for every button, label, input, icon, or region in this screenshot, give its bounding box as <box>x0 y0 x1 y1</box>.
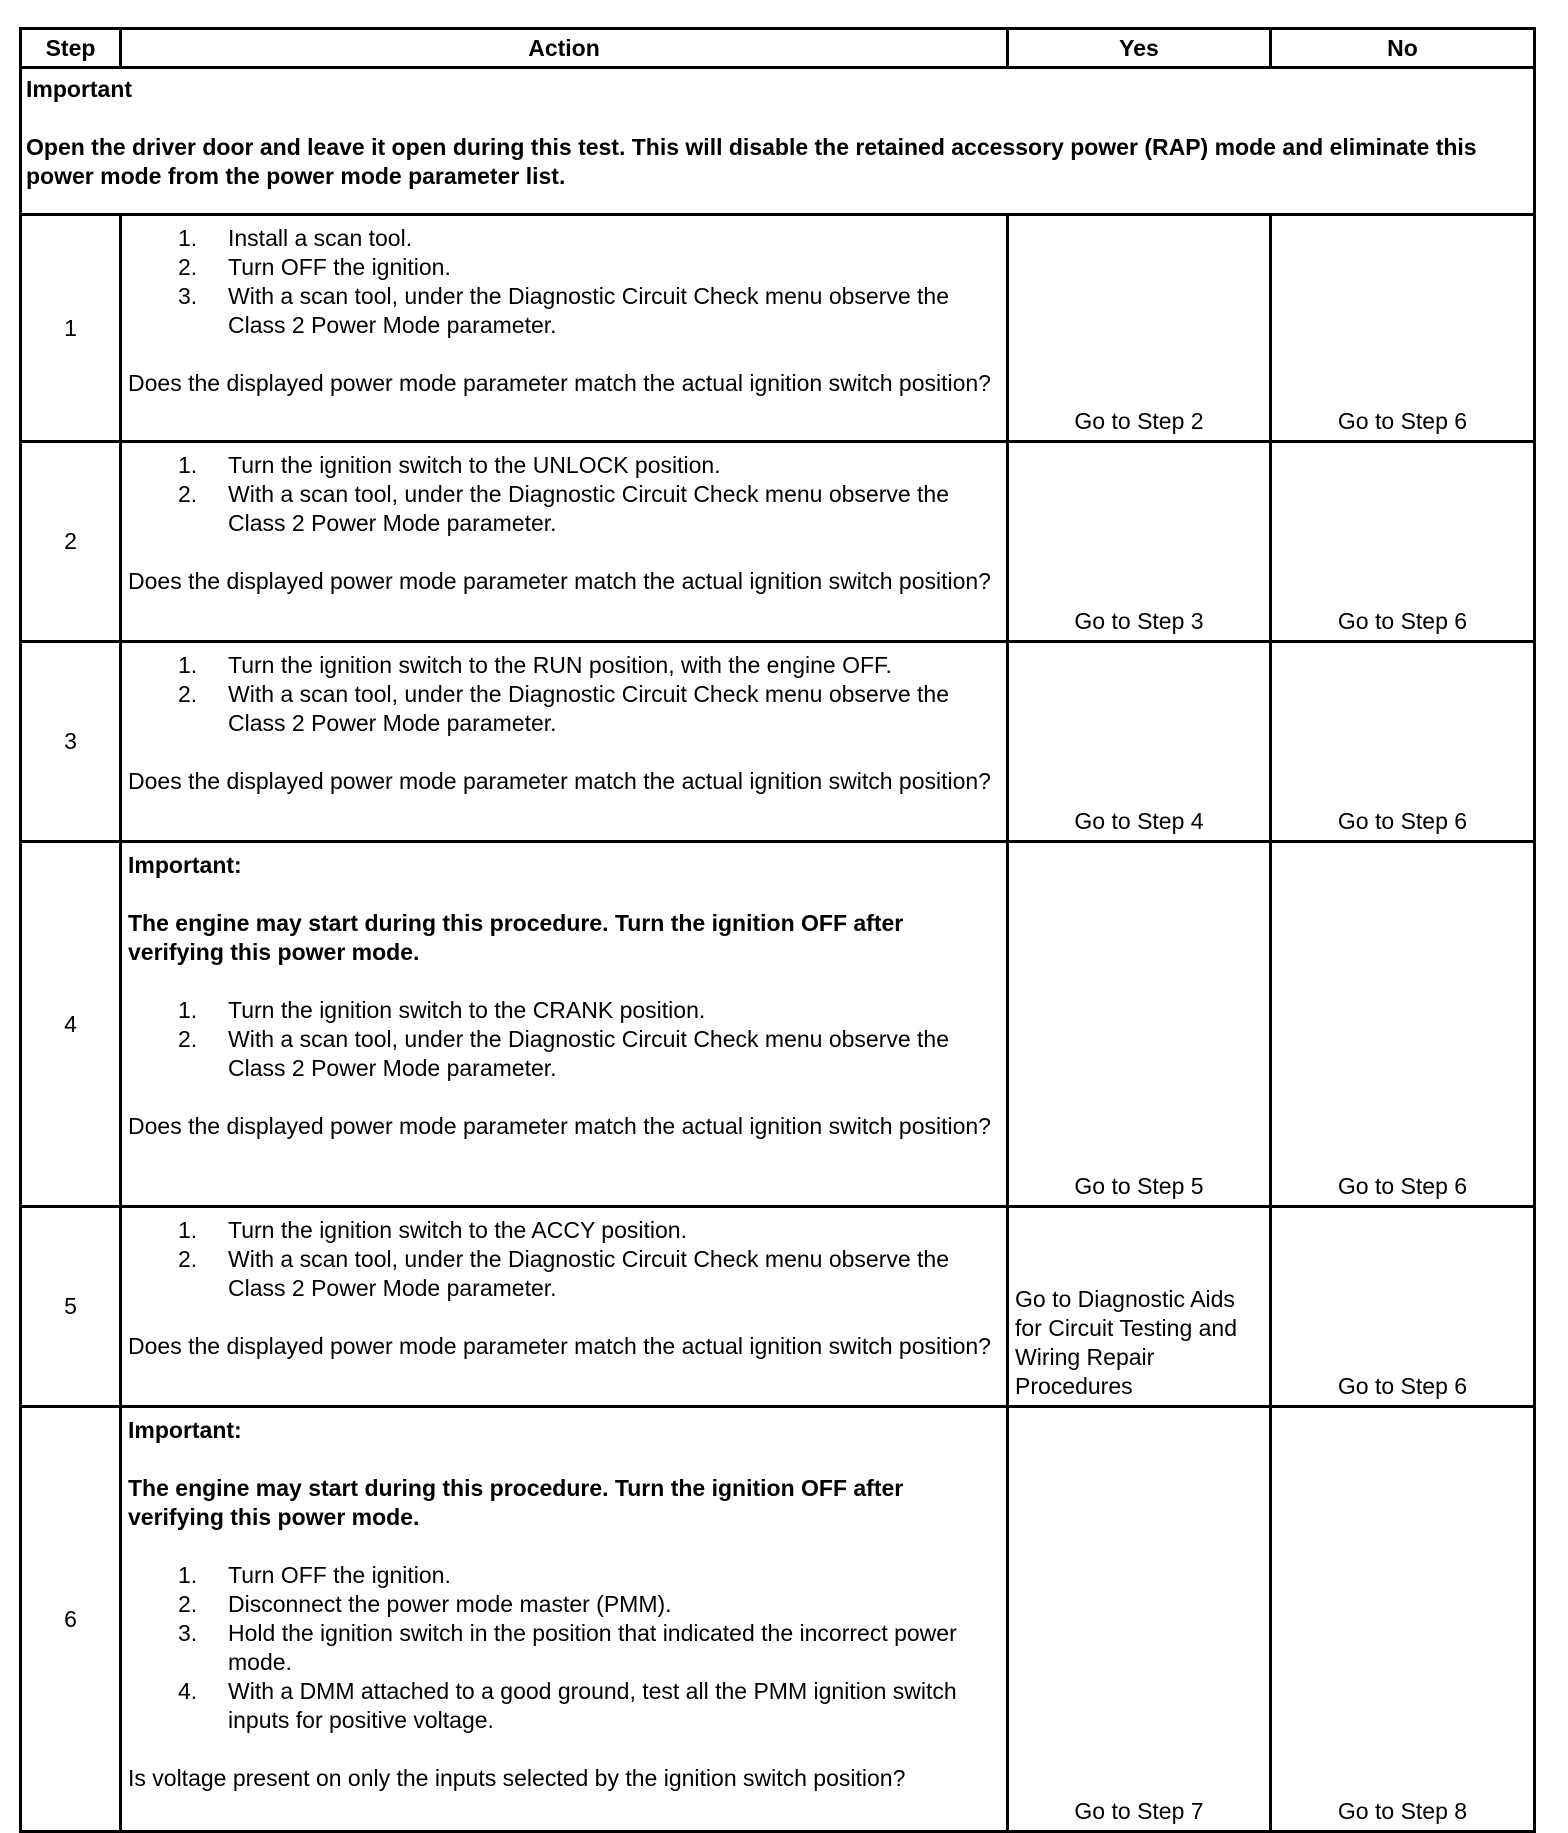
step-action <box>121 1407 1008 1832</box>
instruction-item <box>128 451 1000 480</box>
step-question: Does the displayed power mode parameter match the actual ignition switch position? <box>128 1113 991 1139</box>
important-text: Open the driver door and leave it open during this test. This will disable the retained accessory power (RAP) mode and eliminate this power mode from the power mode parameter list. <box>26 134 1477 189</box>
header-no: No <box>1271 29 1535 68</box>
diagnostic-table-container <box>19 27 1533 1833</box>
instruction-text: Turn OFF the ignition. <box>228 1562 451 1588</box>
note-text: The engine may start during this procedure. Turn the ignition OFF after verifying this power mode. <box>128 910 904 965</box>
step-question: Does the displayed power mode parameter match the actual ignition switch position? <box>128 1333 991 1359</box>
instruction-text: Install a scan tool. <box>228 225 413 251</box>
step-row <box>21 442 1535 642</box>
instruction-item <box>128 651 1000 680</box>
instruction-number: 1. <box>178 452 198 478</box>
instruction-list <box>128 651 1000 738</box>
instruction-item <box>128 1590 1000 1619</box>
step-number: 3 <box>21 642 121 842</box>
important-row <box>21 68 1535 215</box>
note-title: Important: <box>128 852 242 878</box>
no-result: Go to Step 6 <box>1271 642 1535 842</box>
instruction-list <box>128 224 1000 340</box>
instruction-text: With a scan tool, under the Diagnostic Circuit Check menu observe the Class 2 Power Mode parameter. <box>228 1026 950 1081</box>
instruction-list <box>128 451 1000 538</box>
header-action: Action <box>121 29 1008 68</box>
instruction-text: Turn the ignition switch to the RUN position, with the engine OFF. <box>228 652 892 678</box>
yes-result: Go to Step 4 <box>1008 642 1271 842</box>
instruction-list <box>128 1216 1000 1303</box>
instruction-item <box>128 996 1000 1025</box>
header-row <box>21 29 1535 68</box>
instruction-number: 3. <box>178 1620 198 1646</box>
instruction-item <box>128 1677 1000 1735</box>
instruction-number: 2. <box>178 1246 198 1272</box>
instruction-text: Turn the ignition switch to the CRANK position. <box>228 997 706 1023</box>
instruction-item <box>128 1619 1000 1677</box>
step-action <box>121 442 1008 642</box>
no-result: Go to Step 6 <box>1271 842 1535 1207</box>
no-result: Go to Step 6 <box>1271 1207 1535 1407</box>
instruction-text: Disconnect the power mode master (PMM). <box>228 1591 672 1617</box>
step-row <box>21 642 1535 842</box>
instruction-item <box>128 1216 1000 1245</box>
step-number: 1 <box>21 215 121 442</box>
instruction-item <box>128 1245 1000 1303</box>
header-yes: Yes <box>1008 29 1271 68</box>
header-step: Step <box>21 29 121 68</box>
instruction-item <box>128 1561 1000 1590</box>
step-question: Does the displayed power mode parameter match the actual ignition switch position? <box>128 768 991 794</box>
instruction-text: With a scan tool, under the Diagnostic Circuit Check menu observe the Class 2 Power Mode parameter. <box>228 283 950 338</box>
no-result: Go to Step 8 <box>1271 1407 1535 1832</box>
step-action <box>121 1207 1008 1407</box>
step-row <box>21 1207 1535 1407</box>
instruction-number: 1. <box>178 1562 198 1588</box>
instruction-number: 2. <box>178 254 198 280</box>
instruction-item <box>128 253 1000 282</box>
diagnostic-table <box>19 27 1536 1833</box>
important-cell <box>21 68 1535 215</box>
yes-result: Go to Step 7 <box>1008 1407 1271 1832</box>
instruction-number: 1. <box>178 652 198 678</box>
step-row <box>21 215 1535 442</box>
no-result: Go to Step 6 <box>1271 215 1535 442</box>
step-number: 4 <box>21 842 121 1207</box>
instruction-number: 2. <box>178 1026 198 1052</box>
step-question: Does the displayed power mode parameter match the actual ignition switch position? <box>128 568 991 594</box>
instruction-number: 1. <box>178 997 198 1023</box>
instruction-item <box>128 480 1000 538</box>
instruction-number: 2. <box>178 681 198 707</box>
instruction-item <box>128 1025 1000 1083</box>
instruction-text: Hold the ignition switch in the position that indicated the incorrect power mode. <box>228 1620 957 1675</box>
no-result: Go to Step 6 <box>1271 442 1535 642</box>
step-number: 5 <box>21 1207 121 1407</box>
instruction-text: With a DMM attached to a good ground, test all the PMM ignition switch inputs for positive voltage. <box>228 1678 957 1733</box>
step-question: Does the displayed power mode parameter match the actual ignition switch position? <box>128 370 991 396</box>
instruction-text: Turn the ignition switch to the ACCY position. <box>228 1217 687 1243</box>
instruction-list <box>128 1561 1000 1735</box>
yes-result: Go to Diagnostic Aids for Circuit Testing and Wiring Repair Procedures <box>1008 1207 1271 1407</box>
instruction-text: With a scan tool, under the Diagnostic Circuit Check menu observe the Class 2 Power Mode parameter. <box>228 681 950 736</box>
instruction-number: 2. <box>178 1591 198 1617</box>
yes-result: Go to Step 2 <box>1008 215 1271 442</box>
step-action <box>121 215 1008 442</box>
instruction-text: With a scan tool, under the Diagnostic Circuit Check menu observe the Class 2 Power Mode parameter. <box>228 1246 950 1301</box>
note-text: The engine may start during this procedure. Turn the ignition OFF after verifying this power mode. <box>128 1475 904 1530</box>
instruction-number: 2. <box>178 481 198 507</box>
step-row <box>21 1407 1535 1832</box>
instruction-list <box>128 996 1000 1083</box>
step-row <box>21 842 1535 1207</box>
note-title: Important: <box>128 1417 242 1443</box>
instruction-text: Turn the ignition switch to the UNLOCK position. <box>228 452 721 478</box>
instruction-item <box>128 224 1000 253</box>
instruction-number: 1. <box>178 225 198 251</box>
step-number: 2 <box>21 442 121 642</box>
instruction-text: Turn OFF the ignition. <box>228 254 451 280</box>
yes-result: Go to Step 3 <box>1008 442 1271 642</box>
step-action <box>121 642 1008 842</box>
step-question: Is voltage present on only the inputs selected by the ignition switch position? <box>128 1765 906 1791</box>
important-title: Important <box>26 76 133 102</box>
instruction-item <box>128 282 1000 340</box>
instruction-number: 4. <box>178 1678 198 1704</box>
instruction-number: 1. <box>178 1217 198 1243</box>
instruction-number: 3. <box>178 283 198 309</box>
instruction-text: With a scan tool, under the Diagnostic Circuit Check menu observe the Class 2 Power Mode parameter. <box>228 481 950 536</box>
yes-result: Go to Step 5 <box>1008 842 1271 1207</box>
step-action <box>121 842 1008 1207</box>
instruction-item <box>128 680 1000 738</box>
step-number: 6 <box>21 1407 121 1832</box>
